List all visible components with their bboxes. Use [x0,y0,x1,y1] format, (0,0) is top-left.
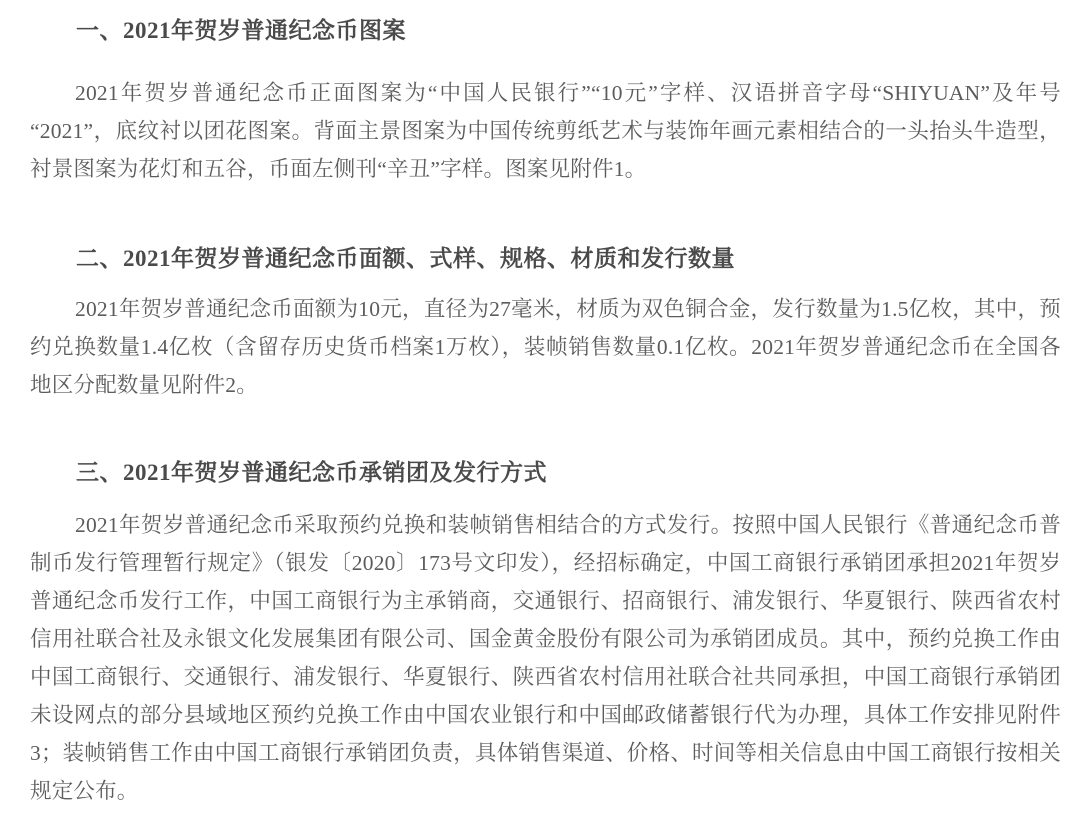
section-paragraph-2: 2021年贺岁普通纪念币面额为10元，直径为27毫米，材质为双色铜合金，发行数量为1.5亿枚，其中，预约兑换数量1.4亿枚（含留存历史货币档案1万枚），装帧销售数量0.1亿枚。2021年贺岁普通纪念币在全国各地区分配数量见附件2。 [30,297,1061,397]
section-paragraph-1: 2021年贺岁普通纪念币正面图案为“中国人民银行”“10元”字样、汉语拼音字母“SHIYUAN”及年号“2021”，底纹衬以团花图案。背面主景图案为中国传统剪纸艺术与装饰年画元素相结合的一头抬头牛造型，衬景图案为花灯和五谷，币面左侧刊“辛丑”字样。图案见附件1。 [30,81,1061,181]
section-heading-2: 二、2021年贺岁普通纪念币面额、式样、规格、材质和发行数量 [76,246,735,271]
spacer [30,280,1061,290]
document-section-2 [30,242,1061,404]
document-section-3 [30,456,1061,810]
document-section-1 [30,14,1061,188]
section-heading-1: 一、2021年贺岁普通纪念币图案 [76,18,406,43]
section-paragraph-3: 2021年贺岁普通纪念币采取预约兑换和装帧销售相结合的方式发行。按照中国人民银行《普通纪念币普制币发行管理暂行规定》（银发〔2020〕173号文印发），经招标确定，中国工商银行承销团承担2021年贺岁普通纪念币发行工作，中国工商银行为主承销商，交通银行、招商银行、浦发银行、华夏银行、陕西省农村信用社联合社及永银文化发展集团有限公司、国金黄金股份有限公司为承销团成员。其中，预约兑换工作由中国工商银行、交通银行、浦发银行、华夏银行、陕西省农村信用社联合社共同承担，中国工商银行承销团未设网点的部分县域地区预约兑换工作由中国农业银行和中国邮政储蓄银行代为办理，具体工作安排见附件3；装帧销售工作由中国工商银行承销团负责，具体销售渠道、价格、时间等相关信息由中国工商银行按相关规定公布。 [30,513,1061,803]
section-heading-3: 三、2021年贺岁普通纪念币承销团及发行方式 [76,460,547,485]
spacer [30,404,1061,456]
spacer [30,52,1061,74]
spacer [30,188,1061,242]
spacer [30,494,1061,506]
